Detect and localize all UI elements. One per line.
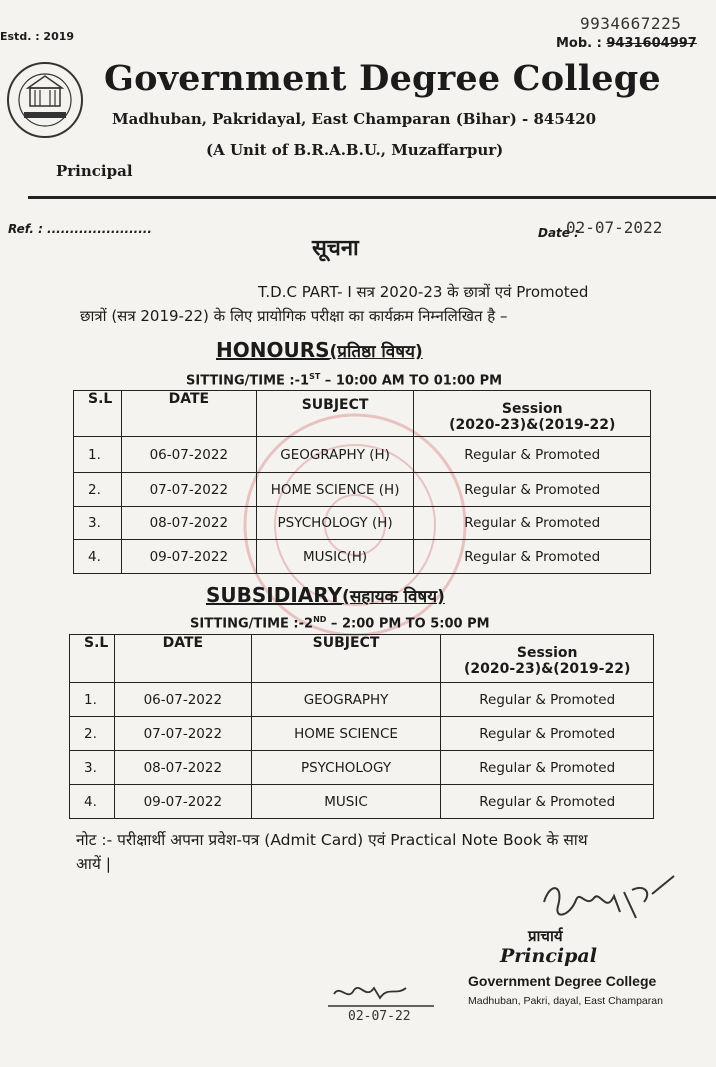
cell-sl: 4. (70, 785, 115, 819)
cell-session: Regular & Promoted (441, 683, 654, 717)
note-line-1: नोट :- परीक्षार्थी अपना प्रवेश-पत्र (Admit Card) एवं Practical Note Book के साथ (76, 831, 588, 849)
cell-subject: HOME SCIENCE (H) (256, 473, 414, 507)
date-value: 02-07-2022 (566, 218, 663, 237)
cell-sl: 4. (74, 540, 122, 574)
header-session-years: (2020-23)&(2019-22) (464, 661, 631, 677)
countersign-date: 02-07-22 (348, 1009, 411, 1024)
cell-date: 09-07-2022 (114, 785, 251, 819)
mobile-number (556, 36, 697, 51)
mobile-label: Mob. : (556, 36, 602, 51)
header-session-years: (2020-23)&(2019-22) (449, 417, 616, 433)
header-session (414, 391, 651, 437)
honours-table (73, 390, 651, 574)
header-session (441, 635, 654, 683)
college-unit: (A Unit of B.R.A.B.U., Muzaffarpur) (206, 141, 504, 159)
cell-session: Regular & Promoted (441, 717, 654, 751)
mobile-struck: 9431604997 (606, 36, 697, 51)
cell-date: 06-07-2022 (121, 437, 256, 473)
table-header-row (70, 635, 654, 683)
honours-title-text: HONOURS (216, 338, 330, 362)
cell-session: Regular & Promoted (414, 507, 651, 540)
honours-sitting-suffix: – 10:00 AM TO 01:00 PM (320, 373, 503, 389)
college-stamp-location: Madhuban, Pakri, dayal, East Champaran (468, 995, 663, 1007)
subsidiary-sitting-sup: ND (313, 615, 327, 624)
notice-title: सूचना (312, 236, 359, 261)
honours-sitting-sup: ST (309, 372, 321, 381)
college-address: Madhuban, Pakridayal, East Champaran (Bihar) - 845420 (112, 110, 597, 128)
cell-subject: HOME SCIENCE (251, 717, 441, 751)
table-row (74, 540, 651, 574)
principal-heading: Principal (56, 162, 133, 180)
header-date: DATE (114, 635, 251, 683)
college-logo-icon (6, 60, 84, 140)
header-subject: SUBJECT (256, 391, 414, 437)
header-date: DATE (121, 391, 256, 437)
cell-subject: PSYCHOLOGY (H) (256, 507, 414, 540)
countersign-icon (326, 982, 436, 1024)
table-row (70, 751, 654, 785)
intro-line-1: T.D.C PART- I सत्र 2020-23 के छात्रों एवं Promoted (258, 283, 589, 301)
cell-session: Regular & Promoted (414, 437, 651, 473)
cell-sl: 2. (70, 717, 115, 751)
table-row (70, 683, 654, 717)
cell-session: Regular & Promoted (414, 540, 651, 574)
table-row (74, 437, 651, 473)
header-subject: SUBJECT (251, 635, 441, 683)
header-sl: S.L (74, 391, 122, 437)
cell-sl: 3. (74, 507, 122, 540)
cell-subject: GEOGRAPHY (251, 683, 441, 717)
intro-line-2: छात्रों (सत्र 2019-22) के लिए प्रायोगिक परीक्षा का कार्यक्रम निम्नलिखित है – (80, 307, 508, 325)
subsidiary-sitting-suffix: – 2:00 PM TO 5:00 PM (326, 616, 490, 632)
cell-date: 06-07-2022 (114, 683, 251, 717)
cell-date: 08-07-2022 (114, 751, 251, 785)
cell-sl: 1. (70, 683, 115, 717)
subsidiary-title-text: SUBSIDIARY (206, 583, 343, 607)
header-session-title: Session (501, 401, 563, 417)
honours-sitting-prefix: SITTING/TIME :-1 (186, 373, 310, 389)
date-label: Date : (538, 226, 579, 240)
college-name: Government Degree College (104, 58, 661, 99)
pracharya-label: प्राचार्य (528, 927, 563, 945)
principal-stamp: Principal (500, 945, 597, 967)
handwritten-phone: 9934667225 (580, 14, 682, 33)
college-stamp-text: Government Degree College (468, 973, 657, 989)
subsidiary-sitting-prefix: SITTING/TIME :-2 (190, 616, 314, 632)
honours-title-hindi: (प्रतिष्ठा विषय) (329, 342, 423, 362)
cell-subject: MUSIC (251, 785, 441, 819)
cell-session: Regular & Promoted (441, 751, 654, 785)
honours-title (216, 338, 423, 362)
header-sl: S.L (70, 635, 115, 683)
table-row (74, 507, 651, 540)
table-row (74, 473, 651, 507)
cell-date: 08-07-2022 (121, 507, 256, 540)
cell-date: 09-07-2022 (121, 540, 256, 574)
subsidiary-title-hindi: (सहायक विषय) (342, 587, 445, 607)
subsidiary-table (69, 634, 654, 819)
cell-session: Regular & Promoted (414, 473, 651, 507)
cell-date: 07-07-2022 (121, 473, 256, 507)
cell-session: Regular & Promoted (441, 785, 654, 819)
cell-sl: 1. (74, 437, 122, 473)
cell-subject: MUSIC(H) (256, 540, 414, 574)
table-header-row (74, 391, 651, 437)
table-row (70, 785, 654, 819)
cell-subject: GEOGRAPHY (H) (256, 437, 414, 473)
subsidiary-title (206, 583, 445, 607)
established-year: Estd. : 2019 (0, 30, 75, 43)
cell-date: 07-07-2022 (114, 717, 251, 751)
reference-line: Ref. : ....................... (8, 222, 152, 236)
header-session-title: Session (516, 645, 578, 661)
note-line-2: आयें | (76, 855, 111, 873)
table-row (70, 717, 654, 751)
cell-sl: 2. (74, 473, 122, 507)
subsidiary-sitting (190, 615, 490, 631)
cell-sl: 3. (70, 751, 115, 785)
honours-sitting (186, 372, 502, 388)
cell-subject: PSYCHOLOGY (251, 751, 441, 785)
header-divider (28, 196, 716, 199)
